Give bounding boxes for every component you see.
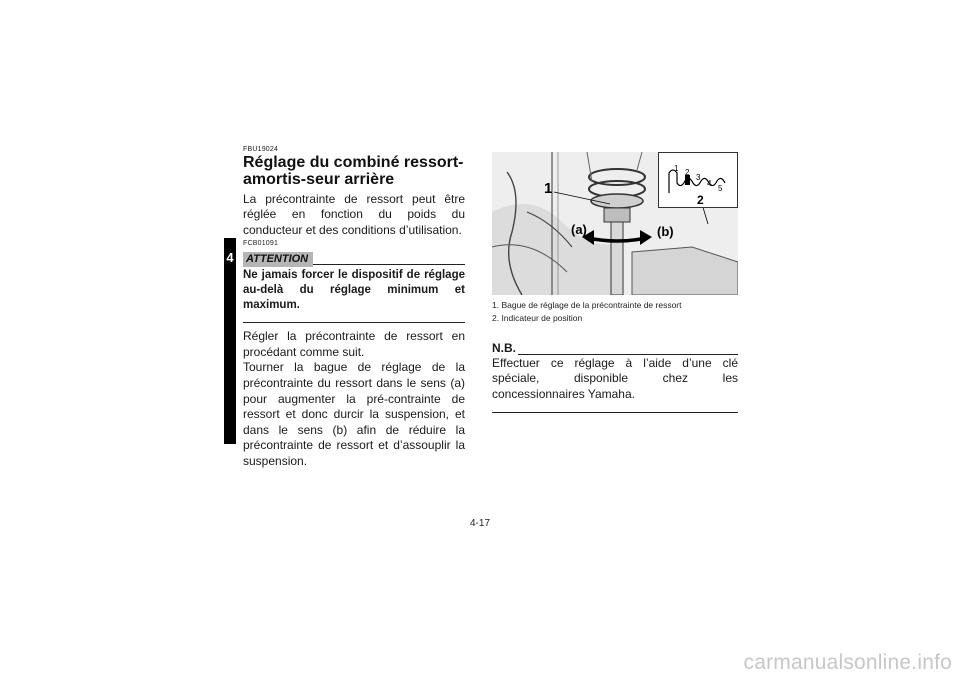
procedure-intro: Régler la précontrainte de ressort en procédant comme suit. xyxy=(243,329,465,359)
inset-mark-5: 5 xyxy=(718,184,723,193)
attention-label: ATTENTION xyxy=(243,252,313,267)
left-column xyxy=(243,146,465,470)
caption-1: 1. Bague de réglage de la précontrainte de ressort xyxy=(492,300,682,310)
inset-mark-4: 4 xyxy=(707,179,712,188)
section-title: Réglage du combiné ressort-amortis-seur arrière xyxy=(243,154,464,188)
callout-1: 1 xyxy=(544,180,553,197)
chapter-tab xyxy=(224,238,236,444)
section-intro: La précontrainte de ressort peut être réglée en fonction du poids du conducteur et des conditions d’utilisation. xyxy=(243,192,465,237)
attention-code: FCB01091 xyxy=(243,240,279,248)
inset-mark-3: 3 xyxy=(696,173,701,182)
attention-header xyxy=(243,249,465,265)
suspension-photo xyxy=(492,152,738,295)
direction-b-label: (b) xyxy=(657,224,674,239)
watermark: carmanualsonline.info xyxy=(743,651,952,674)
note-text: Effectuer ce réglage à l’aide d’une clé spéciale, disponible chez les concessionnaires Yamaha. xyxy=(492,355,738,413)
page-number: 4-17 xyxy=(470,518,491,529)
chapter-number: 4 xyxy=(226,250,234,265)
attention-text: Ne jamais forcer le dispositif de réglage au-delà du réglage minimum et maximum. xyxy=(243,268,465,323)
note-label: N.B. xyxy=(492,341,516,355)
section-code: FBU19024 xyxy=(243,146,279,153)
callout-2: 2 xyxy=(697,193,704,207)
inset-mark-2: 2 xyxy=(685,168,690,177)
right-column xyxy=(492,152,738,413)
figure-captions xyxy=(492,299,738,325)
procedure-text: Tourner la bague de réglage de la précontrainte du ressort dans le sens (a) pour augmenter la pré-contrainte de ressort et donc durcir la suspension, et dans le sens (b) afin de réduire la précontrainte de ressort et d’assouplir la suspension. xyxy=(243,360,465,468)
direction-a-label: (a) xyxy=(571,222,587,237)
caption-2: 2. Indicateur de position xyxy=(492,313,583,323)
note-header xyxy=(492,341,738,355)
inset-mark-1: 1 xyxy=(674,164,679,173)
position-indicator-inset xyxy=(658,152,738,208)
